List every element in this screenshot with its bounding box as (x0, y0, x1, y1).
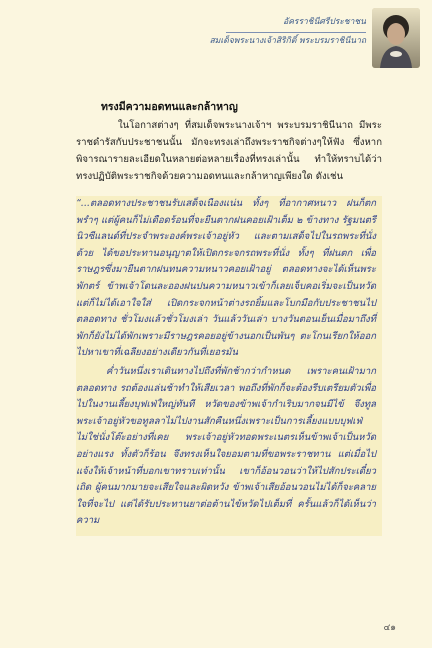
intro-paragraph (76, 118, 382, 186)
header-caption (210, 17, 366, 47)
queen-portrait-image (372, 8, 420, 68)
quote-paragraph-2 (76, 364, 382, 530)
page-header (0, 0, 432, 80)
intro-text: ในโอกาสต่างๆ ที่สมเด็จพระนางเจ้าฯ พระบรมราชินีนาถ มีพระราชดำรัสกับประชาชนนั้น มักจะทรงเล่าถึงพระราชกิจต่างๆให้ฟัง ซึ่งหากพิจารณารายละเอียดในหลายต่อหลายเรื่องที่ทรงเล่านั้น ทำให้ทราบได้ว่าทรงปฏิบัติพระราชกิจด้วยความอดทนและกล้าหาญเพียงใด ดังเช่น (76, 120, 382, 182)
quote-text-2: ค่ำวันหนึ่งเราเดินทางไปถึงที่พักช้ากว่ากำหนด เพราะคนเฝ้ามากตลอดทาง รถต้องแล่นช้าทำให้เสียเวลา พอถึงที่พักก็จะต้องรีบเตรียมตัวเพื่อไปในงานเลี้ยงบุฟเฟ่ใหญ่ทันที หวัดของข้าพเจ้ากำเริบมากจนมีไข้ จึงทูลพระเจ้าอยู่หัวขอทูลลาไม่ไปงานสักคืนหนึ่งเพราะเป็นการเลี้ยงแบบบุฟเฟ่ไม่ใช่นั่งโต๊ะอย่างที่เคย พระเจ้าอยู่หัวทอดพระเนตรเห็นข้าพเจ้าเป็นหวัดอย่างแรง ทั้งตัวก็ร้อน จึงทรงเห็นใจยอมตามที่ขอพระราชทาน แต่เมื่อไปแจ้งให้เจ้าหน้าที่บอกเขาทราบเท่านั้น เขาก็อ้อนวอนว่าให้ไปสักประเดี๋ยวเถิด ผู้คนมากมายจะเสียใจและผิดหวัง ข้าพเจ้าเสียอ้อนวอนไม่ได้ก็จะคลายใจที่จะไป แต่ได้รับประทานยาต่อต้านไข้หวัดไปเต็มที่ ครั้นแล้วก็ได้เห็นว่าความ (76, 365, 376, 527)
section-title: ทรงมีความอดทนและกล้าหาญ (101, 101, 238, 113)
page-number: ๔๑ (383, 623, 396, 633)
quote-text-1: “...ตลอดทางประชาชนรับเสด็จเนืองแน่น ทั้งๆ ที่อากาศหนาว ฝนก็ตกพรำๆ แต่ผู้คนก็ไม่เดือดร้อนที่จะยืนตากฝนคอยเฝ้าเต็ม ๒ ข้างทาง รัฐมนตรีนิวซีแลนด์ที่ประจำพระองค์พระเจ้าอยู่หัว และตามเสด็จไปในรถพระที่นั่งด้วย ได้ขอประทานอนุญาตให้เปิดกระจกรถพระที่นั่ง ทั้งๆ ที่ฝนตก เพื่อราษฎรซึ่งมายืนตากฝนทนความหนาวคอยเฝ้าอยู่ ตลอดทางจะได้เห็นพระพักตร์ ข้าพเจ้าโดนละอองฝนปนความหนาวเข้าก็เลยเจ็บคอเริ่มจะเป็นหวัด แต่ก็ไม่ได้เอาใจใส่ เปิดกระจกหน้าต่างรถยิ้มและโบกมือกับประชาชนไปตลอดทาง ชั่วโมงแล้วชั่วโมงเล่า วันแล้ววันเล่า บางวันตอนเย็นเมื่อมาถึงที่พักก็ยังไม่ได้พักเพราะมีราษฎรคอยอยู่ข้างนอกเป็นพันๆ ตะโกนเรียกให้ออกไปหาเขาที่เฉลียงอย่างเดียวกันที่เยอรมัน (76, 198, 376, 359)
book-title: อัครราชินีศรีประชาชน (283, 17, 366, 27)
quote-paragraph-1 (76, 196, 382, 362)
quote-block (76, 196, 382, 536)
book-subtitle: สมเด็จพระนางเจ้าสิริกิติ์ พระบรมราชินีนาถ (209, 36, 366, 46)
header-divider (226, 32, 366, 33)
